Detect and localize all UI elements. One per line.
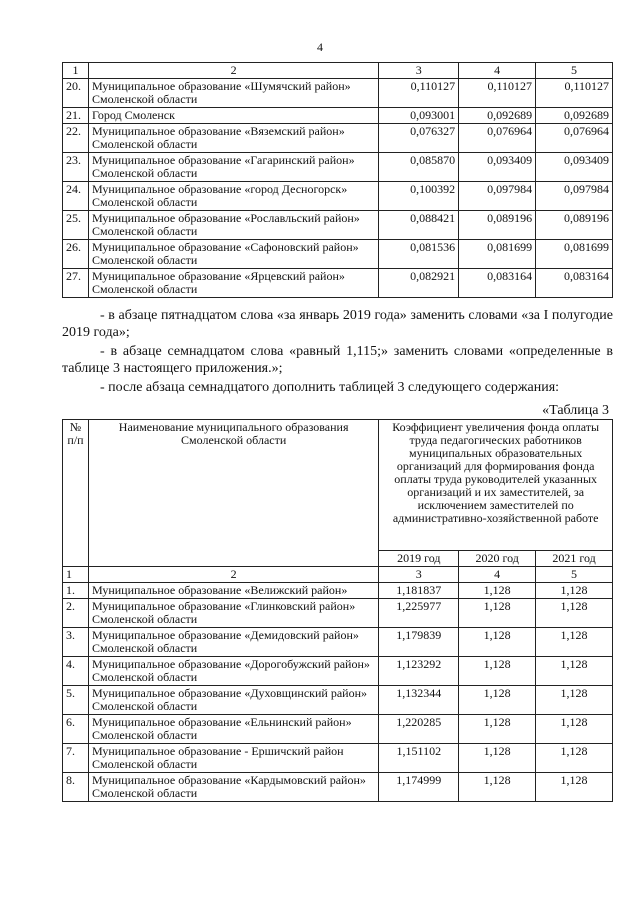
municipality-name: Муниципальное образование «Рославльский район» Смоленской области [88, 211, 378, 240]
value-cell: 1,128 [459, 599, 536, 628]
table-row [63, 628, 613, 657]
header-cell: 1 [63, 63, 89, 79]
row-number: 25. [63, 211, 89, 240]
row-number: 7. [63, 744, 89, 773]
row-number: 3. [63, 628, 89, 657]
municipality-name: Муниципальное образование «Кардымовский район» Смоленской области [88, 773, 378, 802]
header-cell: 5 [536, 63, 613, 79]
row-number: 2. [63, 599, 89, 628]
value-cell: 1,128 [459, 715, 536, 744]
page-number: 4 [317, 40, 323, 54]
value-cell: 0,076964 [536, 124, 613, 153]
value-cell: 1,128 [536, 628, 613, 657]
value-cell: 0,093409 [459, 153, 536, 182]
row-number: 1. [63, 583, 89, 599]
value-cell: 0,076327 [379, 124, 459, 153]
row-number: 21. [63, 108, 89, 124]
row-number: 23. [63, 153, 89, 182]
value-cell: 1,128 [459, 657, 536, 686]
value-cell: 1,225977 [379, 599, 459, 628]
year-cell: 2020 год [459, 551, 536, 567]
table-header-row [63, 420, 613, 551]
row-number: 24. [63, 182, 89, 211]
value-cell: 1,123292 [379, 657, 459, 686]
row-number: 26. [63, 240, 89, 269]
value-cell: 1,128 [536, 744, 613, 773]
table-row [63, 124, 613, 153]
table-row [63, 583, 613, 599]
row-number: 27. [63, 269, 89, 298]
value-cell: 0,081536 [379, 240, 459, 269]
municipality-name: Муниципальное образование «Ярцевский район» Смоленской области [88, 269, 378, 298]
municipality-name: Муниципальное образование «Дорогобужский район» Смоленской области [88, 657, 378, 686]
header-name: Наименование муниципального образования Смоленской области [88, 420, 378, 567]
municipality-name: Муниципальное образование «Вяземский район» Смоленской области [88, 124, 378, 153]
table-caption: «Таблица 3 [542, 403, 609, 418]
value-cell: 0,097984 [459, 182, 536, 211]
value-cell: 0,081699 [459, 240, 536, 269]
header-num: № п/п [63, 420, 89, 567]
table-row [63, 269, 613, 298]
row-number: 4. [63, 657, 89, 686]
municipality-name: Муниципальное образование «город Десногорск» Смоленской области [88, 182, 378, 211]
value-cell: 1,132344 [379, 686, 459, 715]
value-cell: 0,093001 [379, 108, 459, 124]
row-number: 5. [63, 686, 89, 715]
value-cell: 1,179839 [379, 628, 459, 657]
value-cell: 0,100392 [379, 182, 459, 211]
value-cell: 0,081699 [536, 240, 613, 269]
index-cell: 5 [536, 567, 613, 583]
value-cell: 1,128 [536, 599, 613, 628]
municipality-name: Город Смоленск [88, 108, 378, 124]
value-cell: 0,092689 [536, 108, 613, 124]
table-row [63, 744, 613, 773]
value-cell: 0,083164 [459, 269, 536, 298]
value-cell: 0,083164 [536, 269, 613, 298]
value-cell: 0,089196 [536, 211, 613, 240]
value-cell: 0,076964 [459, 124, 536, 153]
value-cell: 1,128 [536, 715, 613, 744]
value-cell: 0,085870 [379, 153, 459, 182]
header-coefficient: Коэффициент увеличения фонда оплаты труда педагогических работников муниципальных образовательных организаций для формирования фонда оплаты труда руководителей указанных организаций и их заместителей, за исключением заместителей по административно-хозяйственной работе [379, 420, 613, 551]
index-cell: 1 [63, 567, 89, 583]
amendment-paragraph-2: - в абзаце семнадцатом слова «равный 1,115;» заменить словами «определенные в таблице 3 настоящего приложения.»; [62, 344, 613, 376]
value-cell: 1,174999 [379, 773, 459, 802]
index-cell: 2 [88, 567, 378, 583]
value-cell: 1,128 [536, 686, 613, 715]
value-cell: 0,088421 [379, 211, 459, 240]
index-cell: 3 [379, 567, 459, 583]
value-cell: 1,181837 [379, 583, 459, 599]
municipality-name: Муниципальное образование «Гагаринский район» Смоленской области [88, 153, 378, 182]
value-cell: 1,151102 [379, 744, 459, 773]
municipality-name: Муниципальное образование «Глинковский район» Смоленской области [88, 599, 378, 628]
municipality-name: Муниципальное образование «Велижский район» [88, 583, 378, 599]
value-cell: 1,128 [536, 657, 613, 686]
value-cell: 1,220285 [379, 715, 459, 744]
value-cell: 0,093409 [536, 153, 613, 182]
value-cell: 0,082921 [379, 269, 459, 298]
table-row [63, 79, 613, 108]
value-cell: 1,128 [536, 773, 613, 802]
table-row [63, 773, 613, 802]
amendment-paragraph-1: - в абзаце пятнадцатом слова «за январь 2019 года» заменить словами «за I полугодие 2019 года»; [62, 308, 613, 340]
value-cell: 0,110127 [459, 79, 536, 108]
value-cell: 1,128 [459, 628, 536, 657]
row-number: 20. [63, 79, 89, 108]
index-cell: 4 [459, 567, 536, 583]
value-cell: 0,110127 [536, 79, 613, 108]
value-cell: 1,128 [459, 744, 536, 773]
municipality-name: Муниципальное образование «Духовщинский район» Смоленской области [88, 686, 378, 715]
value-cell: 0,089196 [459, 211, 536, 240]
table-row [63, 182, 613, 211]
year-cell: 2019 год [379, 551, 459, 567]
municipality-name: Муниципальное образование - Ершичский район Смоленской области [88, 744, 378, 773]
table-header-row [63, 63, 613, 79]
value-cell: 0,110127 [379, 79, 459, 108]
header-cell: 2 [88, 63, 378, 79]
header-cell: 4 [459, 63, 536, 79]
table-row [63, 715, 613, 744]
table-3 [62, 419, 613, 802]
coefficient-table-continued [62, 62, 613, 298]
index-row [63, 567, 613, 583]
year-cell: 2021 год [536, 551, 613, 567]
amendment-paragraph-3: - после абзаца семнадцатого дополнить таблицей 3 следующего содержания: [100, 380, 560, 395]
table-row [63, 153, 613, 182]
municipality-name: Муниципальное образование «Ельнинский район» Смоленской области [88, 715, 378, 744]
row-number: 22. [63, 124, 89, 153]
value-cell: 1,128 [459, 686, 536, 715]
table-row [63, 211, 613, 240]
value-cell: 1,128 [459, 583, 536, 599]
table-row [63, 240, 613, 269]
municipality-name: Муниципальное образование «Демидовский район» Смоленской области [88, 628, 378, 657]
header-cell: 3 [379, 63, 459, 79]
table-row [63, 108, 613, 124]
row-number: 6. [63, 715, 89, 744]
municipality-name: Муниципальное образование «Сафоновский район» Смоленской области [88, 240, 378, 269]
row-number: 8. [63, 773, 89, 802]
table-row [63, 686, 613, 715]
value-cell: 1,128 [536, 583, 613, 599]
value-cell: 0,097984 [536, 182, 613, 211]
municipality-name: Муниципальное образование «Шумячский район» Смоленской области [88, 79, 378, 108]
table-row [63, 599, 613, 628]
table-row [63, 657, 613, 686]
value-cell: 0,092689 [459, 108, 536, 124]
value-cell: 1,128 [459, 773, 536, 802]
